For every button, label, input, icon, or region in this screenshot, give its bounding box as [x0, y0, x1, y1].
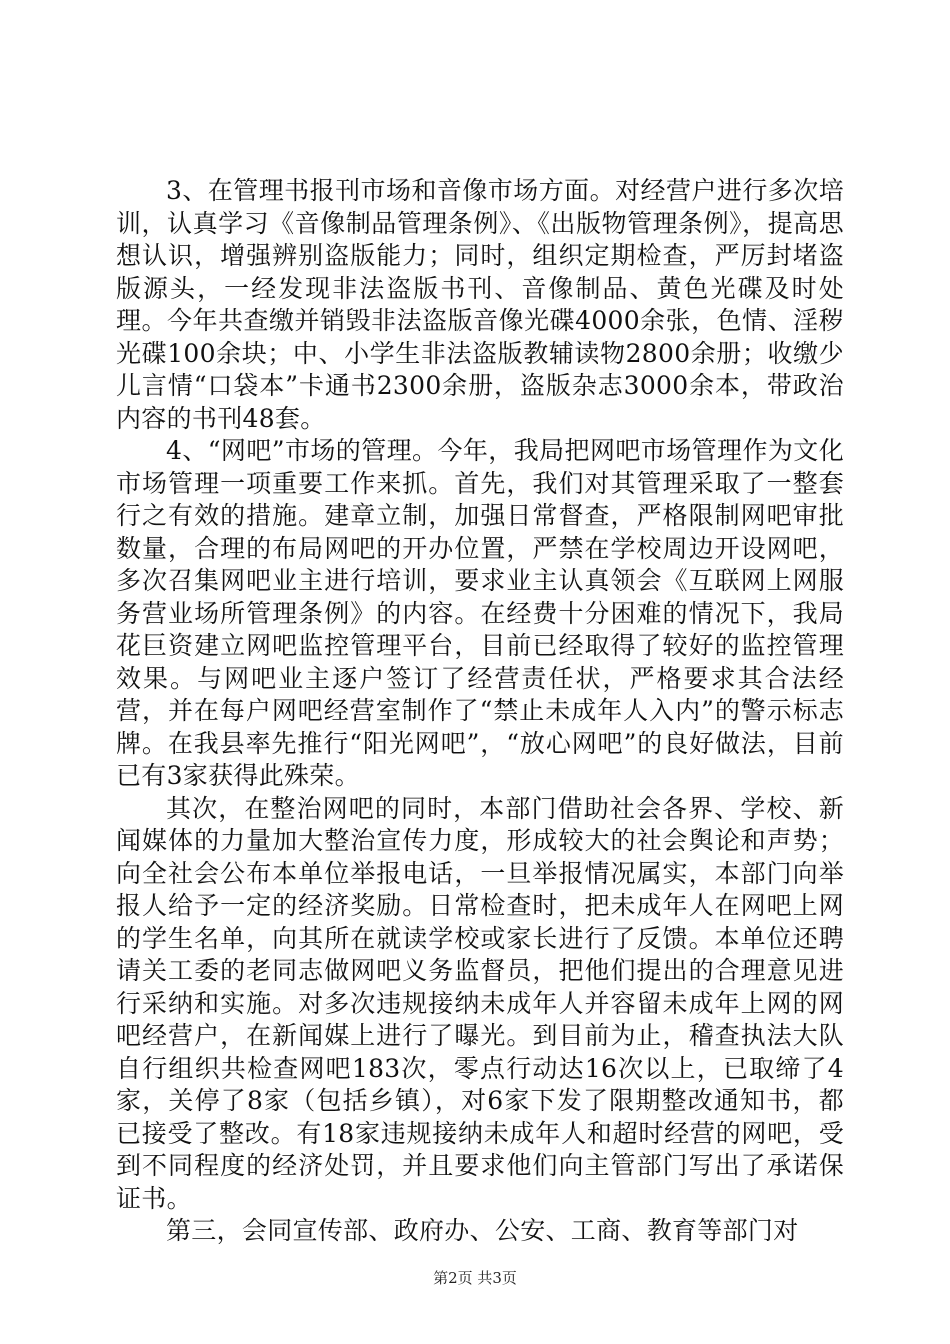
document-body: [116, 175, 844, 1248]
paragraph-secondly: 其次，在整治网吧的同时，本部门借助社会各界、学校、新闻媒体的力量加大整治宣传力度，形成较大的社会舆论和声势；向全社会公布本单位举报电话，一旦举报情况属实，本部门向举报人给予一定的经济奖励。日常检查时，把未成年人在网吧上网的学生名单，向其所在就读学校或家长进行了反馈。本单位还聘请关工委的老同志做网吧义务监督员，把他们提出的合理意见进行采纳和实施。对多次违规接纳未成年人并容留未成年上网的网吧经营户，在新闻媒上进行了曝光。到目前为止，稽查执法大队自行组织共检查网吧183次，零点行动达16次以上，已取缔了4家，关停了8家（包括乡镇），对6家下发了限期整改通知书，都已接受了整改。有18家违规接纳未成年人和超时经营的网吧，受到不同程度的经济处罚，并且要求他们向主管部门写出了承诺保证书。: [116, 793, 844, 1213]
page-footer: 第2页 共3页: [433, 1269, 517, 1287]
paragraph-internet-cafe-management: 4、“网吧”市场的管理。今年，我局把网吧市场管理作为文化市场管理一项重要工作来抓。首先，我们对其管理采取了一整套行之有效的措施。建章立制，加强日常督查，严格限制网吧审批数量，合理的布局网吧的开办位置，严禁在学校周边开设网吧，多次召集网吧业主进行培训，要求业主认真领会《互联网上网服务营业场所管理条例》的内容。在经费十分困难的情况下，我局花巨资建立网吧监控管理平台，目前已经取得了较好的监控管理效果。与网吧业主逐户签订了经营责任状，严格要求其合法经营，并在每户网吧经营室制作了“禁止未成年人入内”的警示标志牌。在我县率先推行“阳光网吧”，“放心网吧”的良好做法，目前已有3家获得此殊荣。: [116, 436, 844, 790]
paragraph-book-audio-market: 3、在管理书报刊市场和音像市场方面。对经营户进行多次培训，认真学习《音像制品管理条例》、《出版物管理条例》，提高思想认识，增强辨别盗版能力；同时，组织定期检查，严厉封堵盗版源头，一经发现非法盗版书刊、音像制品、黄色光碟及时处理。今年共查缴并销毁非法盗版音像光碟4000余张，色情、淫秽光碟100余块；中、小学生非法盗版教辅读物2800余册；收缴少儿言情“口袋本”卡通书2300余册，盗版杂志3000余本，带政治内容的书刊48套。: [116, 176, 844, 433]
paragraph-thirdly: 第三，会同宣传部、政府办、公安、工商、教育等部门对: [166, 1216, 799, 1245]
